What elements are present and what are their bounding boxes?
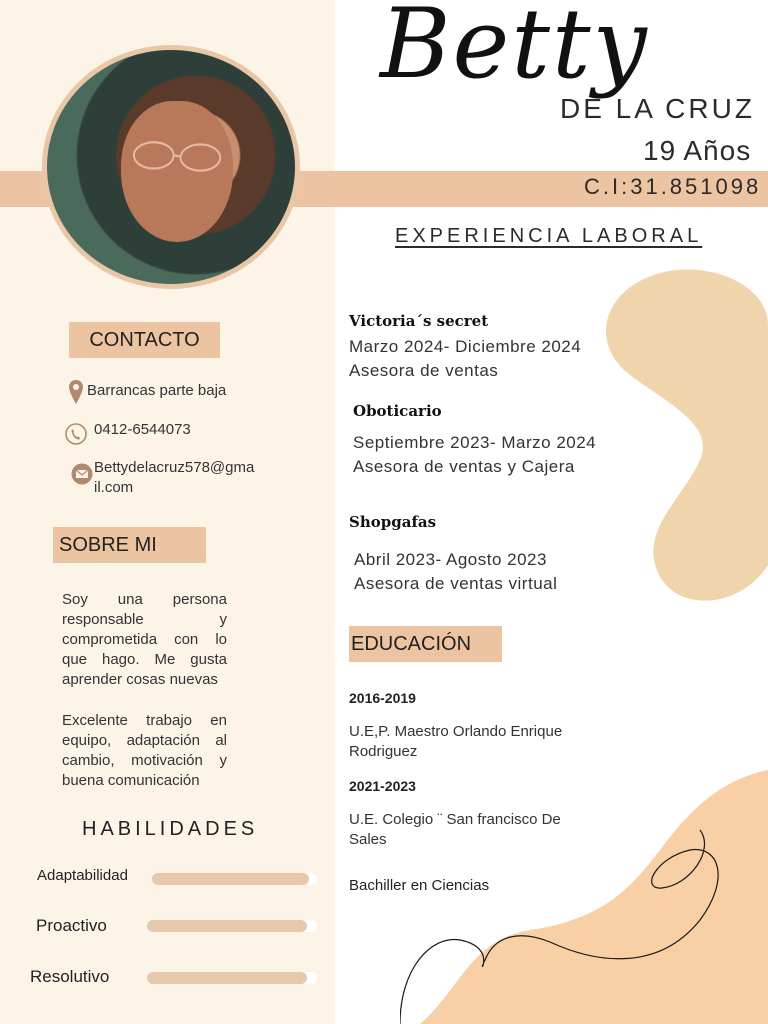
education-title-box [349, 626, 502, 662]
job-company: Oboticario [353, 402, 442, 420]
decorative-blob-top [590, 265, 768, 610]
skill-bar [147, 920, 317, 932]
first-name: Betty [380, 0, 649, 100]
glasses-graphic [129, 139, 228, 172]
profile-face [121, 101, 233, 241]
about-paragraph: Excelente trabajo en equipo, adaptación al cambio, motivación y buena comunicación [62, 712, 227, 789]
job-period: Marzo 2024- Diciembre 2024 [349, 337, 582, 356]
profile-photo-image [47, 50, 295, 284]
contact-title: CONTACTO [89, 328, 200, 351]
contact-email-line1: Bettydelacruz578@gma [94, 459, 255, 476]
skill-bar-fill [147, 972, 307, 984]
education-years: 2021-2023 [349, 778, 416, 794]
about-title: SOBRE MI [59, 533, 157, 556]
skill-label: Adaptabilidad [37, 867, 128, 884]
contact-email-line2: il.com [94, 479, 134, 496]
education-school: U.E,P. Maestro Orlando Enrique Rodriguez [349, 723, 563, 760]
education-years: 2016-2019 [349, 690, 416, 706]
skill-bar-fill [152, 873, 309, 885]
skills-title: HABILIDADES [82, 818, 259, 840]
education-school: U.E. Colegio ¨ San francisco De Sales [349, 811, 561, 848]
profile-photo [42, 45, 300, 289]
job-role: Asesora de ventas [349, 361, 499, 380]
contact-address: Barrancas parte baja [87, 382, 227, 399]
id-number: C.I:31.851098 [584, 174, 762, 199]
phone-icon [65, 423, 87, 445]
skill-label: Resolutivo [30, 967, 110, 986]
experience-title: EXPERIENCIA LABORAL [395, 225, 703, 247]
about-paragraph: Soy una persona responsable y comprometida con lo que hago. Me gusta aprender cosas nuevas [62, 591, 227, 688]
education-title: EDUCACIÓN [351, 632, 472, 655]
job-period: Abril 2023- Agosto 2023 [354, 550, 547, 569]
skill-bar-fill [147, 920, 307, 932]
job-period: Septiembre 2023- Marzo 2024 [353, 433, 597, 452]
contact-title-box [69, 322, 220, 358]
decorative-blob-bottom [400, 770, 768, 1024]
contact-phone: 0412-6544073 [94, 421, 191, 438]
education-degree: Bachiller en Ciencias [349, 877, 490, 894]
skill-bar [147, 972, 317, 984]
mail-icon [71, 463, 93, 485]
about-title-box [53, 527, 206, 563]
age: 19 Años [643, 135, 752, 166]
skill-label: Proactivo [36, 916, 107, 935]
job-company: Shopgafas [349, 513, 437, 531]
job-role: Asesora de ventas virtual [354, 574, 558, 593]
job-company: Victoria´s secret [349, 312, 489, 330]
last-name: DE LA CRUZ [560, 93, 755, 124]
location-pin-icon [68, 379, 84, 405]
skill-bar [152, 873, 317, 885]
job-role: Asesora de ventas y Cajera [353, 457, 575, 476]
